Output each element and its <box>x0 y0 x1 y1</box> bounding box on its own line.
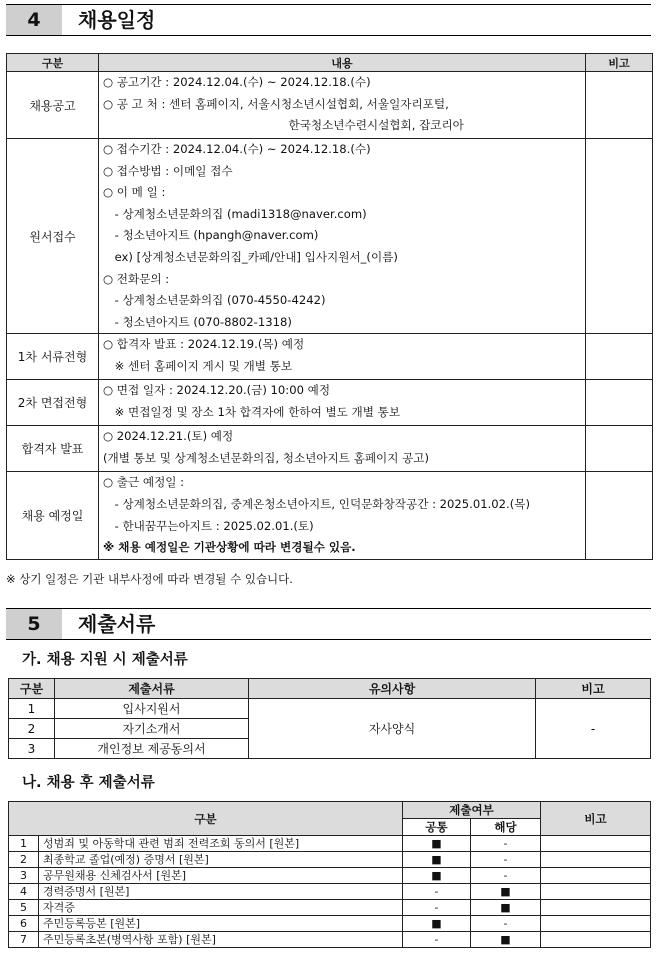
schedule-row-application <box>7 139 653 334</box>
row-doc: 주민등록초본(병역사항 포함) [원본] <box>39 932 403 948</box>
row-no: 3 <box>9 868 39 884</box>
content-line: ※ 면접일정 및 장소 1차 합격자에 한하여 별도 개별 통보 <box>103 404 401 419</box>
row-doc: 경력증명서 [원본] <box>39 884 403 900</box>
row-remarks <box>541 868 651 884</box>
row-common: ■ <box>403 868 471 884</box>
row-remarks <box>541 836 651 852</box>
row-remarks <box>541 884 651 900</box>
schedule-table <box>6 53 653 560</box>
subsection-title-a: 가. 채용 지원 시 제출서류 <box>22 652 188 668</box>
content-line-bold: ※ 채용 예정일은 기관상황에 따라 변경될수 있음. <box>103 540 356 555</box>
table-header-row <box>9 802 651 819</box>
row-no: 6 <box>9 916 39 932</box>
table-row <box>9 852 651 868</box>
table-row <box>9 932 651 948</box>
content-line: 한국청소년수련시설협회, 잡코리아 <box>103 118 464 133</box>
row-doc: 주민등록등본 [원본] <box>39 916 403 932</box>
row-common: ■ <box>403 916 471 932</box>
header-remarks: 비고 <box>541 802 651 836</box>
row-no: 4 <box>9 884 39 900</box>
header-category: 구분 <box>9 802 403 836</box>
table-row <box>9 916 651 932</box>
table-row <box>9 900 651 916</box>
row-doc: 자기소개서 <box>55 719 249 739</box>
row-remarks <box>586 426 653 472</box>
header-doc: 제출서류 <box>55 679 249 699</box>
row-doc: 공무원채용 신체검사서 [원본] <box>39 868 403 884</box>
row-content <box>99 426 586 472</box>
row-remarks <box>586 334 653 380</box>
row-content <box>99 334 586 380</box>
row-no: 2 <box>9 852 39 868</box>
content-line: - 상계청소년문화의집, 중계온청소년아지트, 인덕문화창작공간 : 2025.01.02.(목) <box>103 496 530 511</box>
schedule-note: ※ 상기 일정은 기관 내부사정에 따라 변경될 수 있습니다. <box>6 572 293 586</box>
row-common: - <box>403 932 471 948</box>
table-header-row <box>7 54 653 72</box>
row-no: 1 <box>9 836 39 852</box>
note-value: 자사양식 <box>249 699 536 759</box>
content-line: - 청소년아지트 (070-8802-1318) <box>103 314 292 329</box>
section-number: 4 <box>6 5 62 35</box>
row-remarks <box>541 916 651 932</box>
row-applicable: ■ <box>471 884 541 900</box>
row-category: 2차 면접전형 <box>7 380 99 426</box>
row-remarks <box>541 852 651 868</box>
subsection-title-b: 나. 채용 후 제출서류 <box>22 775 155 791</box>
row-remarks <box>541 900 651 916</box>
content-line: - 청소년아지트 (hpangh@naver.com) <box>103 228 319 243</box>
row-content <box>99 139 586 334</box>
content-line: ○ 합격자 발표 : 2024.12.19.(목) 예정 <box>103 337 305 352</box>
row-content <box>99 380 586 426</box>
row-no: 5 <box>9 900 39 916</box>
section-number: 5 <box>6 609 62 639</box>
row-remarks <box>586 139 653 334</box>
content-line: ○ 이 메 일 : <box>103 185 166 200</box>
content-line: ex) [상계청소년문화의집_카페/안내] 입사지원서_(이름) <box>103 249 398 264</box>
row-doc: 개인정보 제공동의서 <box>55 739 249 759</box>
content-line: ○ 공고기간 : 2024.12.04.(수) ~ 2024.12.18.(수) <box>103 75 371 89</box>
row-applicable: - <box>471 852 541 868</box>
row-category: 원서접수 <box>7 139 99 334</box>
row-remarks <box>541 932 651 948</box>
header-content: 내용 <box>99 54 586 72</box>
header-submit: 제출여부 <box>403 802 541 819</box>
row-category: 1차 서류전형 <box>7 334 99 380</box>
row-applicable: ■ <box>471 900 541 916</box>
section-title: 제출서류 <box>78 612 156 636</box>
row-category: 채용 예정일 <box>7 472 99 559</box>
row-no: 2 <box>9 719 55 739</box>
header-remarks: 비고 <box>536 679 651 699</box>
schedule-row-start-date <box>7 472 653 559</box>
content-line: ○ 전화문의 : <box>103 271 170 286</box>
row-content <box>99 472 586 559</box>
content-line: ○ 면접 일자 : 2024.12.20.(금) 10:00 예정 <box>103 383 331 398</box>
section-5-header <box>6 608 651 640</box>
row-category: 채용공고 <box>7 72 99 139</box>
schedule-row-document-screening <box>7 334 653 380</box>
row-doc: 성범죄 및 아동학대 관련 범죄 전력조회 동의서 [원본] <box>39 836 403 852</box>
table-row <box>9 836 651 852</box>
header-common: 공통 <box>403 819 471 836</box>
section-4-header <box>6 4 651 36</box>
row-applicable: ■ <box>471 932 541 948</box>
content-line: ○ 공 고 처 : 센터 홈페이지, 서울시청소년시설협회, 서울일자리포털, <box>103 96 449 111</box>
table-row <box>9 884 651 900</box>
header-note: 유의사항 <box>249 679 536 699</box>
row-common: - <box>403 884 471 900</box>
header-category: 구분 <box>7 54 99 72</box>
schedule-row-announcement <box>7 426 653 472</box>
header-applicable: 해당 <box>471 819 541 836</box>
row-common: - <box>403 900 471 916</box>
content-line: - 한내꿈꾸는아지트 : 2025.02.01.(토) <box>103 518 314 533</box>
schedule-row-posting <box>7 72 653 139</box>
schedule-row-interview <box>7 380 653 426</box>
post-hire-docs-table <box>8 801 651 948</box>
table-header-row <box>9 679 651 699</box>
content-line: - 상계청소년문화의집 (070-4550-4242) <box>103 293 326 308</box>
content-line: ○ 출근 예정일 : <box>103 475 185 490</box>
row-doc: 자격증 <box>39 900 403 916</box>
content-line: (개별 통보 및 상계청소년문화의집, 청소년아지트 홈페이지 공고) <box>103 450 430 465</box>
row-doc: 최종학교 졸업(예정) 증명서 [원본] <box>39 852 403 868</box>
row-remarks <box>586 380 653 426</box>
content-line: ○ 접수방법 : 이메일 접수 <box>103 163 233 178</box>
content-line: ○ 2024.12.21.(토) 예정 <box>103 429 234 444</box>
row-applicable: - <box>471 868 541 884</box>
header-no: 구분 <box>9 679 55 699</box>
row-remarks <box>586 72 653 139</box>
table-row <box>9 868 651 884</box>
row-doc: 입사지원서 <box>55 699 249 719</box>
application-docs-table <box>8 678 651 759</box>
row-no: 1 <box>9 699 55 719</box>
content-line: - 상계청소년문화의집 (madi1318@naver.com) <box>103 206 367 221</box>
row-no: 7 <box>9 932 39 948</box>
row-no: 3 <box>9 739 55 759</box>
row-category: 합격자 발표 <box>7 426 99 472</box>
row-common: ■ <box>403 852 471 868</box>
table-row <box>9 699 651 719</box>
remarks-value: - <box>536 699 651 759</box>
section-title: 채용일정 <box>78 8 156 32</box>
content-line: ※ 센터 홈페이지 게시 및 개별 통보 <box>103 358 293 373</box>
row-remarks <box>586 472 653 559</box>
row-applicable: - <box>471 916 541 932</box>
header-remarks: 비고 <box>586 54 653 72</box>
row-applicable: - <box>471 836 541 852</box>
row-content <box>99 72 586 139</box>
row-common: ■ <box>403 836 471 852</box>
content-line: ○ 접수기간 : 2024.12.04.(수) ~ 2024.12.18.(수) <box>103 142 371 156</box>
